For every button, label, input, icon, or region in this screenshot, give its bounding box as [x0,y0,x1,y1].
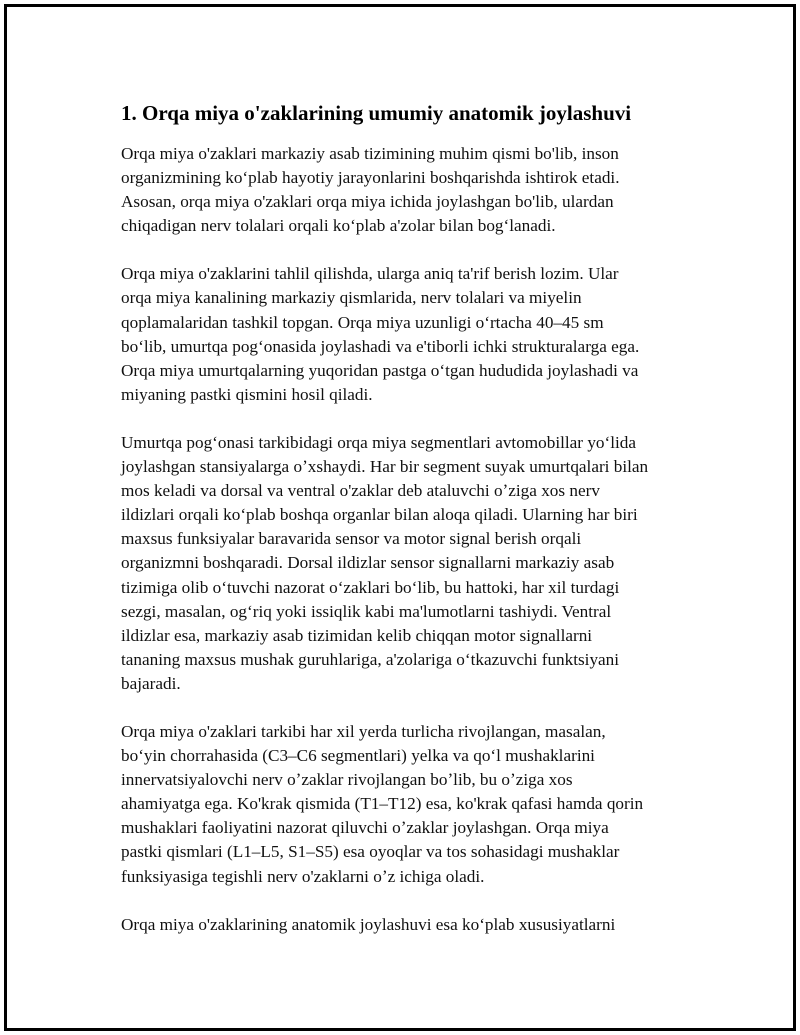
paragraph-2: Orqa miya o'zaklarini tahlil qilishda, ularga aniq ta'rif berish lozim. Ular orqa miya kanalining markaziy qismlarida, nerv tolalari va miyelin qoplamalaridan tashkil topgan. Orqa miya uzunligi oʻrtacha 40–45 sm boʻlib, umurtqa pogʻonasida joylashadi va e'tiborli ichki strukturalarga ega. Orqa miya umurtqalarning yuqoridan pastga oʻtgan hududida joylashadi va miyaning pastki qismini hosil qiladi. [121,264,640,404]
paragraph-4: Orqa miya o'zaklari tarkibi har xil yerda turlicha rivojlangan, masalan, boʻyin chorrahasida (C3–C6 segmentlari) yelka va qoʻl mushaklarini innervatsiyalovchi nerv oʼzaklar rivojlangan boʼlib, bu oʼziga xos ahamiyatga ega. Ko'krak qismida (T1–T12) esa, ko'krak qafasi hamda qorin mushaklari faoliyatini nazorat qiluvchi oʼzaklar joylashgan. Orqa miya pastki qismlari (L1–L5, S1–S5) esa oyoqlar va tos sohasidagi mushaklar funksiyasiga tegishli nerv o'zaklarni oʼz ichiga oladi. [121,721,644,886]
section-heading: 1. Orqa miya o'zaklarining umumiy anatomik joylashuvi [121,101,632,125]
paragraph-3: Umurtqa pogʻonasi tarkibidagi orqa miya segmentlari avtomobillar yoʻlida joylashgan stansiyalarga oʼxshaydi. Har bir segment suyak umurtqalari bilan mos keladi va dorsal va ventral o'zaklar deb ataluvchi oʼziga xos nerv ildizlari orqali koʻplab boshqa organlar bilan aloqa qiladi. Ularning har biri maxsus funksiyalar baravarida sensor va motor signal berish orqali organizmni boshqaradi. Dorsal ildizlar sensor signallarni markaziy asab tizimiga olib oʻtuvchi nazorat oʻzaklari boʻlib, bu hattoki, har xil turdagi sezgi, masalan, ogʻriq yoki issiqlik kabi ma'lumotlarni tashiydi. Ventral ildizlar esa, markaziy asab tizimidan kelib chiqqan motor signallarni tananing maxsus mushak guruhlariga, a'zolariga oʻtkazuvchi funktsiyani bajaradi. [121,432,649,693]
page-content [121,99,695,961]
paragraph-1: Orqa miya o'zaklari markaziy asab tizimining muhim qismi bo'lib, inson organizmining koʻplab hayotiy jarayonlarini boshqarishda ishtirok etadi. Asosan, orqa miya o'zaklari orqa miya ichida joylashgan bo'lib, ulardan chiqadigan nerv tolalari orqali koʻplab a'zolar bilan bogʻlanadi. [121,144,620,236]
paragraph-5: Orqa miya o'zaklarining anatomik joylashuvi esa koʻplab xususiyatlarni [121,914,616,934]
page-frame [4,4,796,1031]
